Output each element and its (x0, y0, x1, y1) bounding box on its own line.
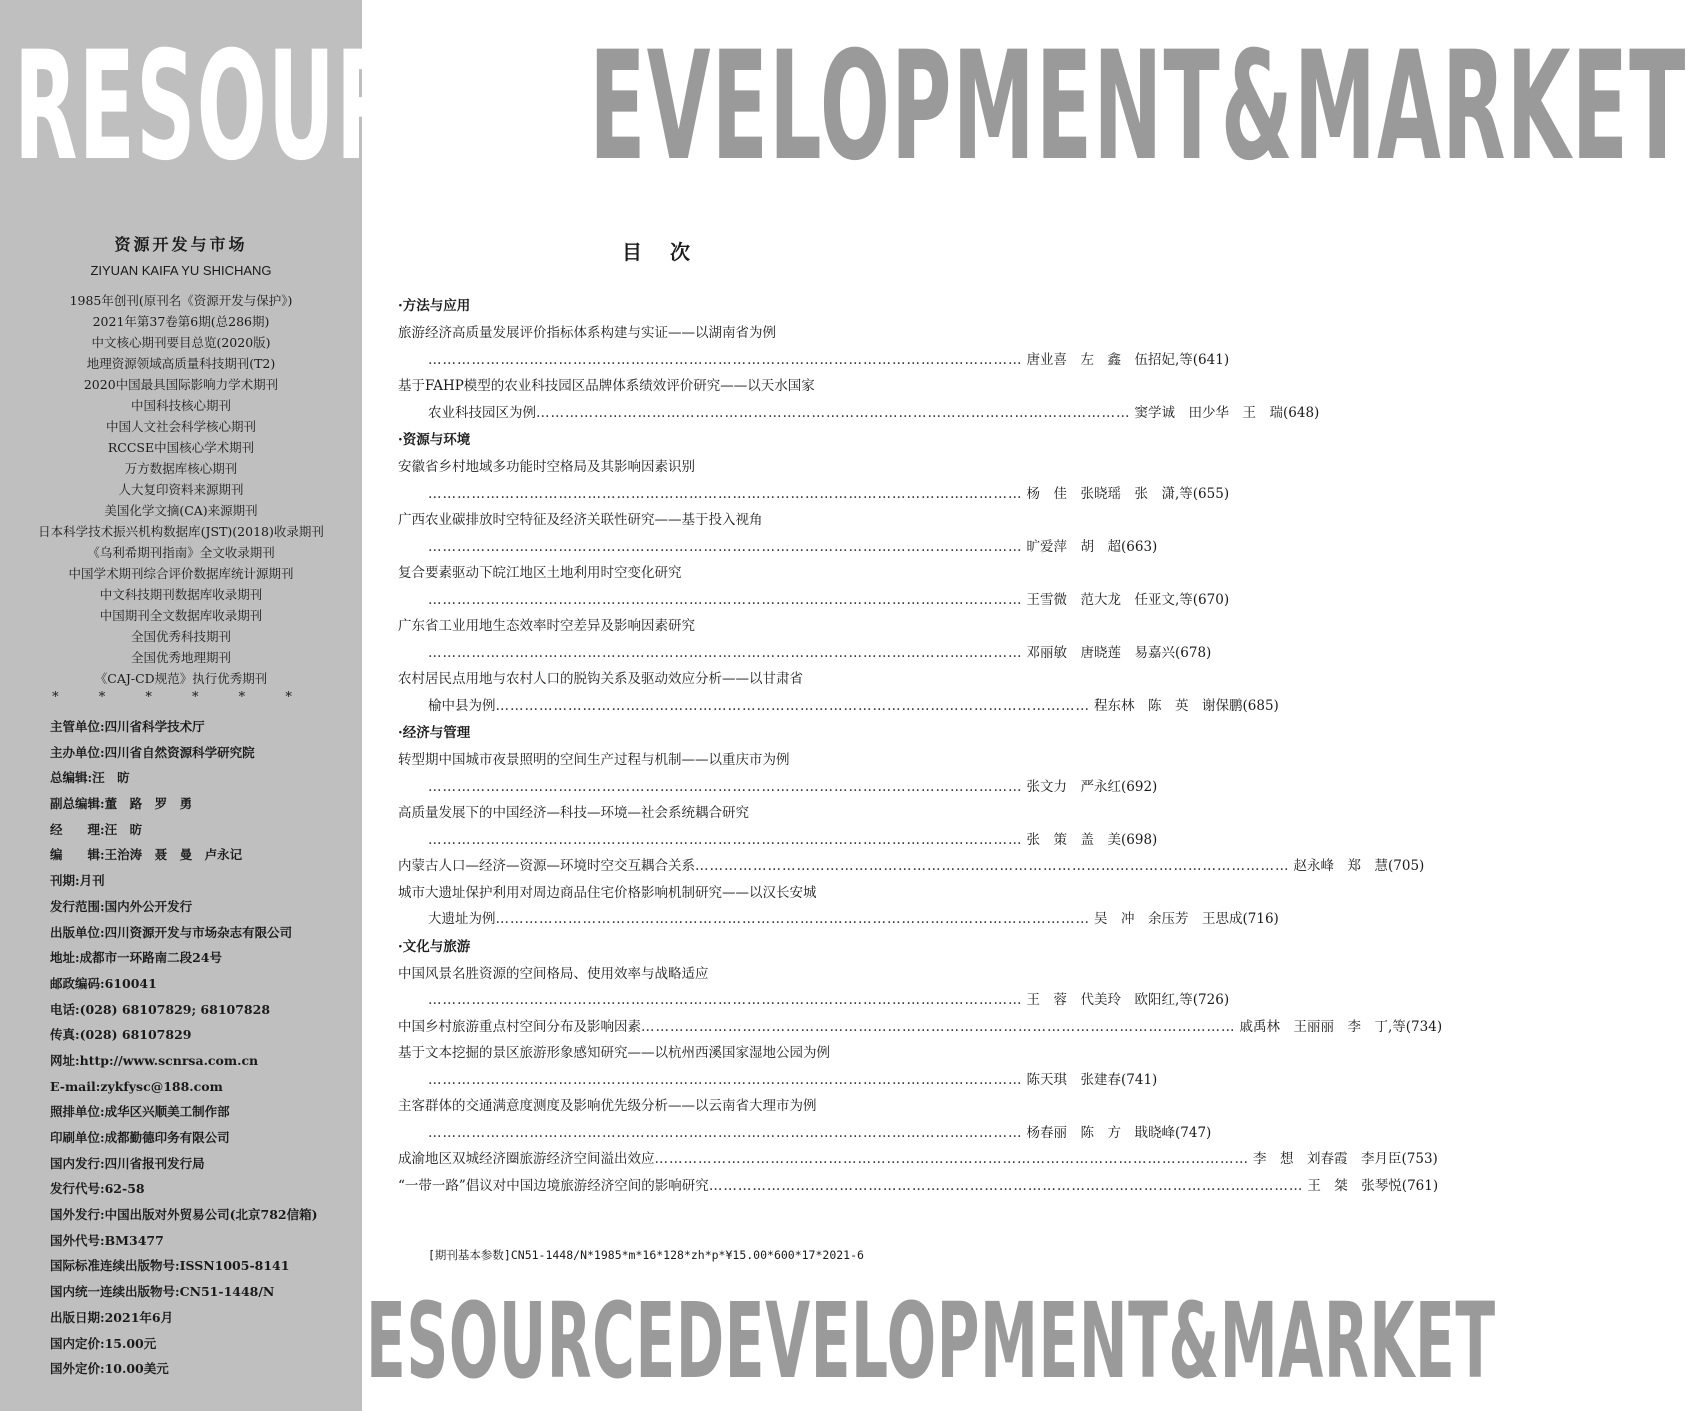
publication-info-line: 发行代号:62-58 (50, 1181, 145, 1197)
article-title: 农村居民点用地与农村人口的脱钩关系及驱动效应分析——以甘肃省 (398, 671, 803, 687)
article-entry[interactable] (398, 666, 1279, 719)
publication-info-line: 电话:(028) 68107829; 68107828 (50, 1001, 271, 1017)
article-row (398, 774, 1158, 801)
article-entry[interactable] (398, 853, 1425, 880)
leader-dots: …………………………………………………………………………………………………………… (428, 485, 1023, 502)
section-heading: ·方法与应用 (398, 298, 471, 314)
journal-info (0, 232, 362, 707)
section-heading: ·资源与环境 (398, 432, 471, 448)
article-title: 广西农业碳排放时空特征及经济关联性研究——基于投入视角 (398, 512, 763, 528)
publication-info-line: 国外发行:中国出版对外贸易公司(北京782信箱) (50, 1207, 318, 1223)
article-entry[interactable] (398, 1093, 1212, 1146)
publication-info-line: 网址:http://www.scnrsa.com.cn (50, 1052, 259, 1068)
article-authors: 张文力 严永红(692) (1026, 778, 1158, 795)
indexing-list (0, 290, 362, 689)
indexing-item: 中国人文社会科学核心期刊 (105, 419, 256, 434)
leader-dots: …………………………………………………………………………………………………………… (428, 644, 1023, 661)
article-row (398, 1014, 1443, 1041)
article-row (398, 400, 1320, 427)
publication-info-line: 传真:(028) 68107829 (50, 1027, 192, 1043)
article-title: 内蒙古人口—经济—资源—环境时空交互耦合关系 (398, 858, 695, 874)
article-entry[interactable] (398, 1173, 1439, 1200)
publication-info-line: 主办单位:四川省自然资源科学研究院 (50, 744, 255, 760)
publication-info-line: 出版单位:四川资源开发与市场杂志有限公司 (50, 924, 293, 940)
publication-info-line: 国外定价:10.00美元 (50, 1361, 169, 1377)
article-title: 高质量发展下的中国经济—科技—环境—社会系统耦合研究 (398, 805, 749, 821)
publication-info-line: 刊期:月刊 (50, 873, 105, 889)
publication-info (50, 714, 360, 1382)
title-banner (14, 8, 1687, 206)
article-row (398, 693, 1279, 720)
section-heading: ·文化与旅游 (398, 938, 471, 955)
publication-info-line: 出版日期:2021年6月 (50, 1309, 174, 1325)
indexing-item: 2021年第37卷第6期(总286期) (92, 314, 270, 329)
article-row (398, 1067, 1158, 1094)
article-title-cont: 大遗址为例 (428, 911, 496, 927)
publication-info-line: 副总编辑:董 路 罗 勇 (50, 796, 193, 812)
publication-info-line: 总编辑:汪 昉 (50, 770, 130, 786)
banner-part-1: RESOURCED (14, 20, 590, 194)
article-row (398, 587, 1230, 614)
article-title: 成渝地区双城经济圈旅游经济空间溢出效应 (398, 1151, 655, 1167)
article-authors: 赵永峰 郑 慧(705) (1293, 858, 1425, 874)
article-entry[interactable] (398, 373, 1320, 426)
article-authors: 程东林 陈 英 谢保鹏(685) (1094, 697, 1279, 714)
article-title: 城市大遗址保护利用对周边商品住宅价格影响机制研究——以汉长安城 (398, 884, 817, 901)
publication-info-line: 照排单位:成华区兴顺美工制作部 (50, 1104, 230, 1120)
article-authors: 王 蓉 代美玲 欧阳红,等(726) (1026, 992, 1230, 1008)
leader-dots: …………………………………………………………………………………………………………… (428, 778, 1023, 795)
article-authors: 王雪微 范大龙 任亚文,等(670) (1026, 591, 1230, 608)
article-title: 广东省工业用地生态效率时空差异及影响因素研究 (398, 618, 695, 634)
publication-info-line: E-mail:zykfysc@188.com (50, 1078, 223, 1094)
article-authors: 旷爱萍 胡 超(663) (1026, 538, 1158, 555)
toc-title: 目次 (622, 240, 718, 264)
indexing-item: 《乌利希期刊指南》全文收录期刊 (87, 545, 275, 560)
article-entry[interactable] (398, 880, 1279, 933)
article-row (398, 906, 1279, 933)
indexing-item: 地理资源领域高质量科技期刊(T2) (86, 356, 276, 371)
indexing-item: 1985年创刊(原刊名《资源开发与保护》) (69, 293, 293, 308)
publication-info-line: 国际标准连续出版物号:ISSN1005-8141 (50, 1258, 290, 1274)
article-authors: 李 想 刘春霞 李月臣(753) (1253, 1151, 1438, 1167)
publication-info-line: 印刷单位:成都勤德印务有限公司 (50, 1130, 230, 1145)
article-title: 中国乡村旅游重点村空间分布及影响因素 (398, 1018, 641, 1035)
section-heading: ·经济与管理 (398, 725, 471, 741)
leader-dots: …………………………………………………………………………………………………………… (428, 992, 1023, 1008)
bottom-banner-text: ESOURCEDEVELOPMENT&MARKET (366, 1280, 1496, 1402)
article-title: 主客群体的交通满意度测度及影响优先级分析——以云南省大理市为例 (398, 1098, 817, 1114)
leader-dots: …………………………………………………………………………………………………………… (428, 591, 1023, 608)
publication-info-line: 国内定价:15.00元 (50, 1335, 157, 1351)
article-title: 转型期中国城市夜景照明的空间生产过程与机制——以重庆市为例 (398, 752, 790, 768)
article-entry[interactable] (398, 800, 1158, 853)
indexing-item: 日本科学技术振兴机构数据库(JST)(2018)收录期刊 (38, 524, 324, 539)
article-row (398, 534, 1158, 561)
bottom-banner (366, 1275, 1496, 1407)
indexing-item: 全国优秀科技期刊 (130, 629, 231, 644)
leader-dots: …………………………………………………………………………………………………………… (428, 1071, 1023, 1088)
article-title: 基于文本挖掘的景区旅游形象感知研究——以杭州西溪国家湿地公园为例 (398, 1045, 830, 1061)
leader-dots: …………………………………………………………………………………………………………… (695, 858, 1290, 874)
indexing-item: RCCSE中国核心学术期刊 (107, 440, 255, 455)
article-entry[interactable] (398, 507, 1158, 560)
article-row (398, 481, 1230, 508)
journal-params: [期刊基本参数]CN51-1448/N*1985*m*16*128*zh*p*¥15.00*600*17*2021-6 (428, 1248, 864, 1262)
article-authors: 吴 冲 余压芳 王思成(716) (1094, 911, 1279, 927)
leader-dots: …………………………………………………………………………………………………………… (428, 351, 1023, 368)
article-entry[interactable] (398, 961, 1230, 1014)
indexing-item: 全国优秀地理期刊 (130, 650, 231, 665)
article-row (398, 640, 1212, 667)
publication-info-line: 国内发行:四川省报刊发行局 (50, 1155, 205, 1171)
article-row (398, 827, 1158, 854)
article-row (398, 347, 1230, 374)
article-entry[interactable] (398, 613, 1212, 666)
article-title-cont: 榆中县为例 (428, 697, 496, 714)
article-authors: 窦学诚 田少华 王 瑞(648) (1134, 404, 1320, 421)
publication-info-line: 主管单位:四川省科学技术厅 (50, 719, 205, 734)
article-entry[interactable] (398, 454, 1230, 507)
indexing-item: 中文核心期刊要目总览(2020版) (91, 335, 271, 350)
publication-info-line: 邮政编码:610041 (50, 975, 157, 991)
indexing-item: 中国期刊全文数据库收录期刊 (99, 608, 263, 623)
leader-dots: …………………………………………………………………………………………………………… (495, 911, 1090, 927)
leader-dots: …………………………………………………………………………………………………………… (708, 1177, 1304, 1194)
article-entry[interactable] (398, 1040, 1158, 1093)
leader-dots: …………………………………………………………………………………………………………… (654, 1151, 1249, 1167)
leader-dots: …………………………………………………………………………………………………………… (428, 831, 1023, 848)
indexing-item: 中文科技期刊数据库收录期刊 (99, 587, 263, 602)
article-authors: 戚禹林 王丽丽 李 丁,等(734) (1239, 1018, 1443, 1035)
article-title-cont: 农业科技园区为例 (428, 404, 536, 421)
article-entry[interactable] (398, 560, 1230, 613)
article-authors: 陈天琪 张建春(741) (1026, 1071, 1158, 1088)
article-row (398, 1146, 1438, 1173)
article-authors: 杨 佳 张晓瑶 张 潇,等(655) (1026, 485, 1230, 502)
indexing-item: 2020中国最具国际影响力学术期刊 (83, 377, 279, 392)
article-authors: 杨春丽 陈 方 戢晓峰(747) (1026, 1124, 1212, 1141)
article-authors: 唐业喜 左 鑫 伍招妃,等(641) (1026, 351, 1230, 368)
article-title: 安徽省乡村地域多功能时空格局及其影响因素识别 (398, 459, 695, 475)
leader-dots: …………………………………………………………………………………………………………… (428, 1124, 1023, 1141)
publication-info-line: 发行范围:国内外公开发行 (50, 898, 193, 914)
article-title: 复合要素驱动下皖江地区土地利用时空变化研究 (398, 565, 682, 581)
leader-dots: …………………………………………………………………………………………………………… (428, 538, 1023, 555)
article-row (398, 853, 1425, 880)
article-title: 旅游经济高质量发展评价指标体系构建与实证——以湖南省为例 (398, 325, 776, 341)
indexing-item: 美国化学文摘(CA)来源期刊 (104, 503, 258, 518)
publication-info-line: 编 辑:王治涛 聂 曼 卢永记 (50, 847, 243, 863)
article-entry[interactable] (398, 320, 1230, 373)
publication-info-line: 地址:成都市一环路南二段24号 (50, 950, 223, 966)
article-row (398, 1173, 1439, 1200)
table-of-contents (398, 292, 1443, 1199)
article-entry[interactable] (398, 1014, 1443, 1041)
article-entry[interactable] (398, 1146, 1438, 1173)
leader-dots: …………………………………………………………………………………………………………… (495, 697, 1090, 714)
article-entry[interactable] (398, 747, 1158, 800)
leader-dots: …………………………………………………………………………………………………………… (641, 1018, 1236, 1035)
leader-dots: …………………………………………………………………………………………………………… (536, 404, 1131, 421)
journal-name-pinyin: ZIYUAN KAIFA YU SHICHANG (90, 263, 272, 278)
indexing-item: 人大复印资料来源期刊 (118, 482, 244, 497)
publication-info-line: 国内统一连续出版物号:CN51-1448/N (50, 1284, 275, 1300)
indexing-item: 万方数据库核心期刊 (124, 461, 238, 476)
article-title: “一带一路”倡议对中国边境旅游经济空间的影响研究 (398, 1177, 709, 1194)
stars-divider: * * * * * * (52, 690, 310, 705)
indexing-item: 《CAJ-CD规范》执行优秀期刊 (94, 671, 268, 686)
publication-info-line: 国外代号:BM3477 (50, 1232, 164, 1248)
journal-name-cn: 资源开发与市场 (114, 235, 248, 254)
indexing-item: 中国学术期刊综合评价数据库统计源期刊 (68, 566, 294, 581)
article-authors: 王 桀 张琴悦(761) (1307, 1177, 1439, 1194)
indexing-item: 中国科技核心期刊 (130, 398, 231, 413)
article-authors: 张 策 盖 美(698) (1026, 831, 1158, 848)
banner-part-2: EVELOPMENT&MARKET (589, 20, 1687, 194)
article-authors: 邓丽敏 唐晓莲 易嘉兴(678) (1026, 644, 1212, 661)
article-row (398, 987, 1230, 1014)
publication-info-line: 经 理:汪 昉 (50, 821, 143, 837)
article-title: 中国风景名胜资源的空间格局、使用效率与战略适应 (398, 965, 709, 982)
article-title: 基于FAHP模型的农业科技园区品牌体系绩效评价研究——以天水国家 (398, 378, 815, 394)
article-row (398, 1120, 1212, 1147)
